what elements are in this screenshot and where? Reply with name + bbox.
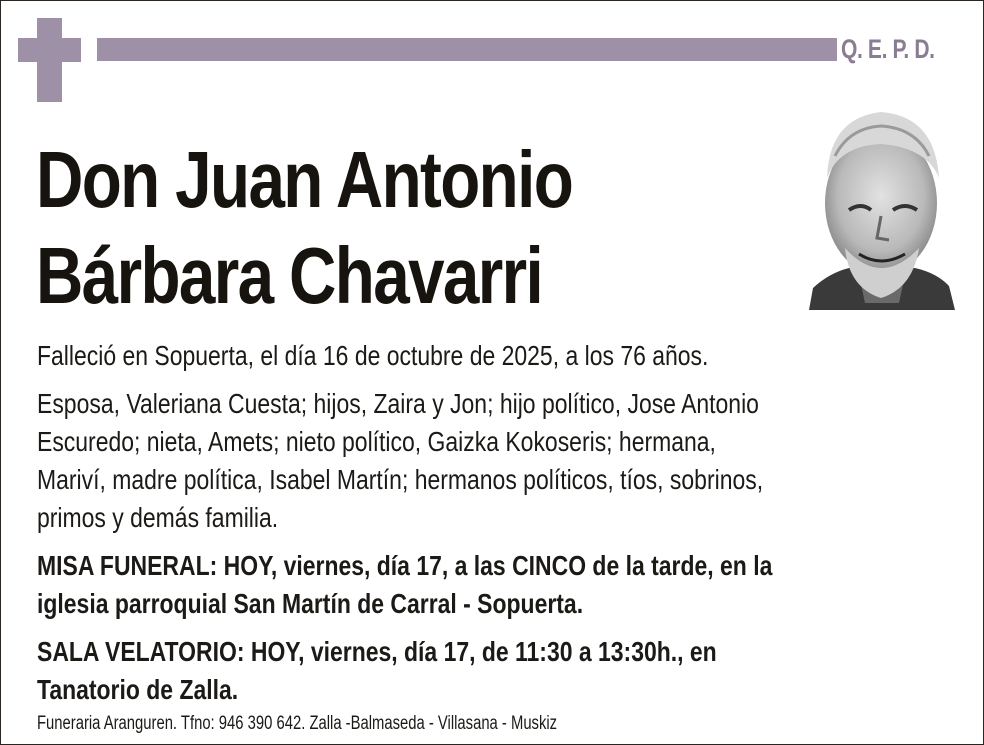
wake-line-1: SALA VELATORIO: HOY, viernes, día 17, de 11:30 a 13:30h., en: [37, 636, 717, 667]
qepd-label: Q. E. P. D.: [841, 34, 935, 64]
portrait-image: [809, 108, 955, 310]
wake-line-2: Tanatorio de Zalla.: [37, 674, 239, 705]
funeral-line-2: iglesia parroquial San Martín de Carral - Sopuerta.: [37, 588, 584, 619]
funeral-home-footer: Funeraria Aranguren. Tfno: 946 390 642. Zalla -Balmaseda - Villasana - Muskiz: [37, 713, 558, 734]
deceased-name: [36, 132, 572, 324]
funeral-line-1: MISA FUNERAL: HOY, viernes, día 17, a las CINCO de la tarde, en la: [37, 550, 773, 581]
name-line-1: Don Juan Antonio: [36, 135, 573, 224]
cross-icon-horizontal: [18, 38, 81, 62]
header-bar: [97, 38, 837, 61]
family-line-1: Esposa, Valeriana Cuesta; hijos, Zaira y Jon; hijo político, Jose Antonio: [37, 388, 759, 419]
death-notice: Falleció en Sopuerta, el día 16 de octubre de 2025, a los 76 años.: [37, 340, 709, 371]
family-line-4: primos y demás familia.: [37, 502, 279, 533]
family-line-3: Mariví, madre política, Isabel Martín; hermanos políticos, tíos, sobrinos,: [37, 464, 764, 495]
portrait-photo: [809, 108, 955, 310]
family-line-2: Escuredo; nieta, Amets; nieto político, Gaizka Kokoseris; hermana,: [37, 426, 716, 457]
name-line-2: Bárbara Chavarri: [36, 231, 543, 320]
